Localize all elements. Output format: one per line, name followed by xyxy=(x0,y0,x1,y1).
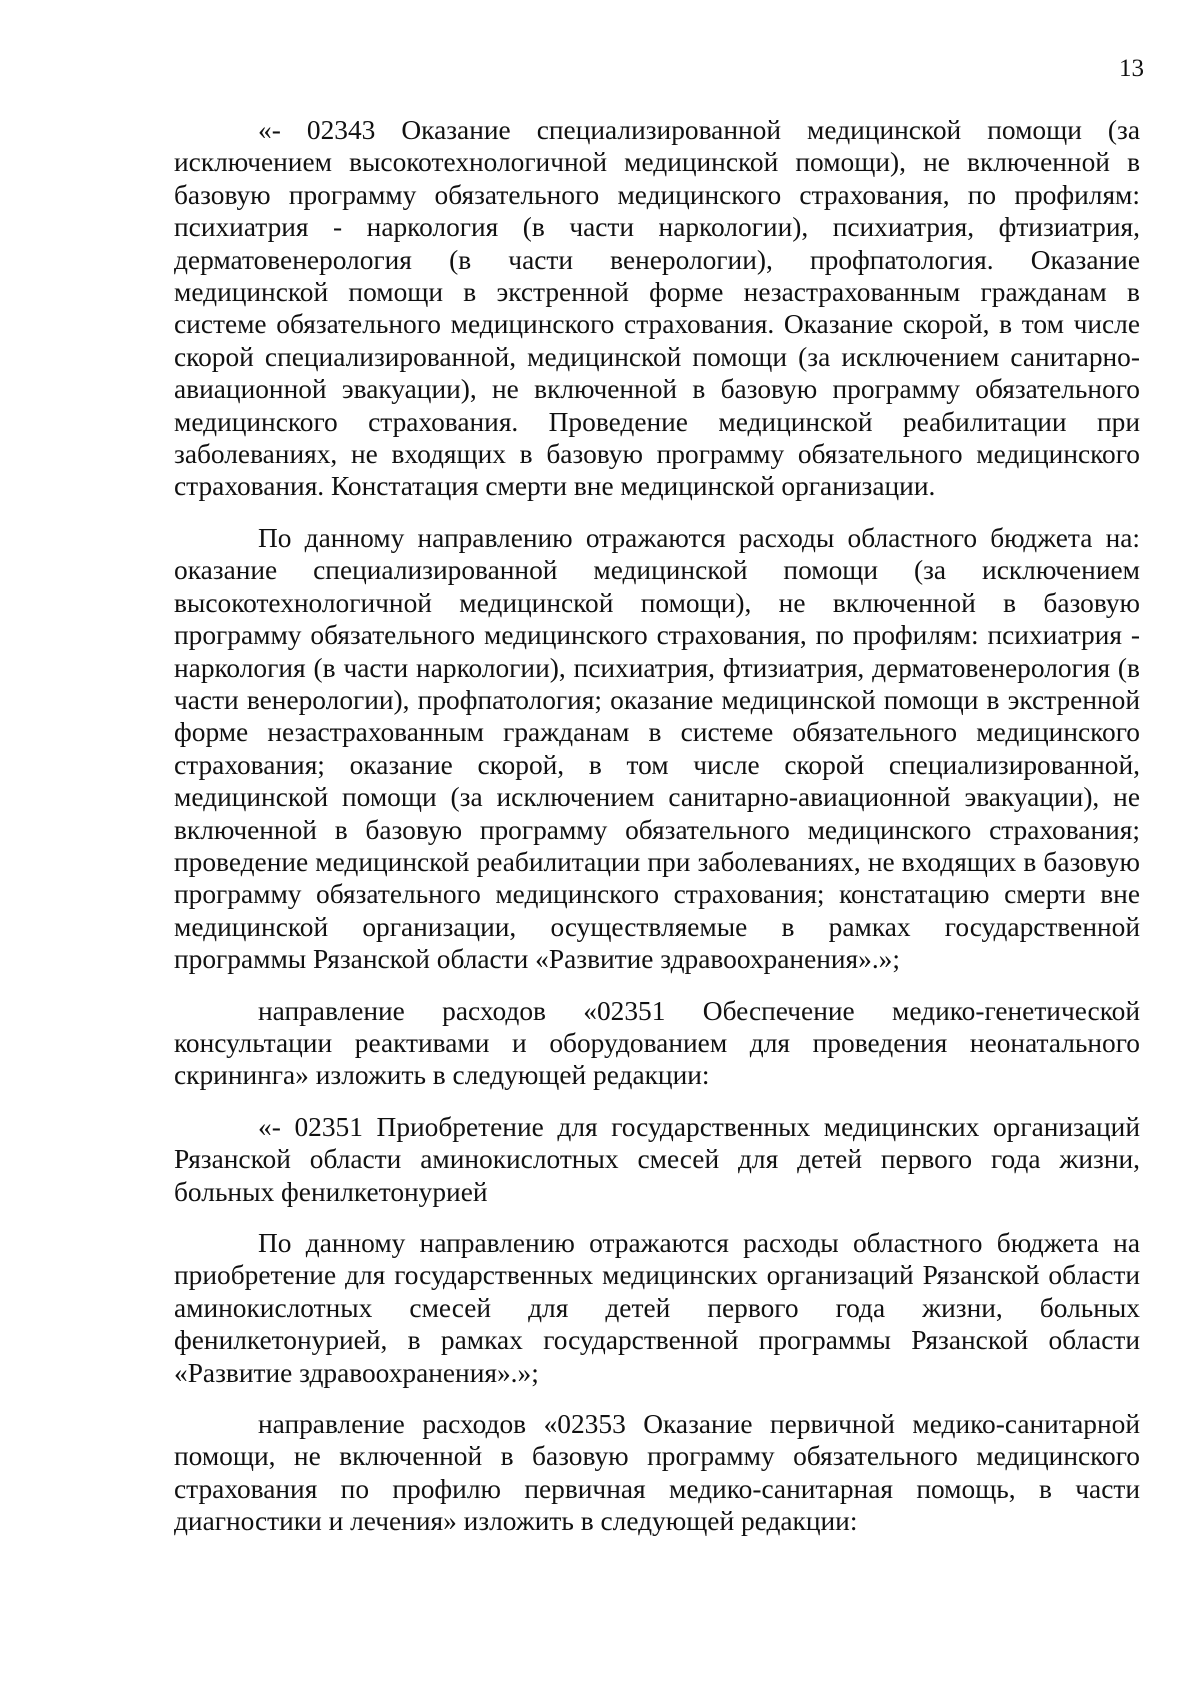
paragraph-02351-expenses: По данному направлению отражаются расходы областного бюджета на приобретение для государственных медицинских организаций Рязанской области аминокислотных смесей для детей первого года жизни, больных фенилкетонурией, в рамках государственной программы Рязанской области «Развитие здравоохранения».»; xyxy=(174,1228,1140,1388)
paragraph-02343-expenses: По данному направлению отражаются расходы областного бюджета на: оказание специализированной медицинской помощи (за исключением высокотехнологичной медицинской помощи), не включенной в базовую программу обязательного медицинского страхования, по профилям: психиатрия - наркология (в части наркологии), психиатрия, фтизиатрия, дерматовенерология (в части венерологии), профпатология; оказание медицинской помощи в экстренной форме незастрахованным гражданам в системе обязательного медицинского страхования; оказание скорой, в том числе скорой специализированной, медицинской помощи (за исключением санитарно-авиационной эвакуации), не включенной в базовую программу обязательного медицинского страхования; проведение медицинской реабилитации при заболеваниях, не входящих в базовую программу обязательного медицинского страхования; констатацию смерти вне медицинской организации, осуществляемые в рамках государственной программы Рязанской области «Развитие здравоохранения».»; xyxy=(174,522,1140,975)
document-body xyxy=(174,114,1140,1557)
paragraph-02343-definition: «- 02343 Оказание специализированной медицинской помощи (за исключением высокотехнологичной медицинской помощи), не включенной в базовую программу обязательного медицинского страхования, по профилям: психиатрия - наркология (в части наркологии), психиатрия, фтизиатрия, дерматовенерология (в части венерологии), профпатология. Оказание медицинской помощи в экстренной форме незастрахованным гражданам в системе обязательного медицинского страхования. Оказание скорой, в том числе скорой специализированной, медицинской помощи (за исключением санитарно-авиационной эвакуации), не включенной в базовую программу обязательного медицинского страхования. Проведение медицинской реабилитации при заболеваниях, не входящих в базовую программу обязательного медицинского страхования. Констатация смерти вне медицинской организации. xyxy=(174,115,1140,502)
paragraph-02353-direction: направление расходов «02353 Оказание первичной медико-санитарной помощи, не включенной в базовую программу обязательного медицинского страхования по профилю первичная медико-санитарная помощь, в части диагностики и лечения» изложить в следующей редакции: xyxy=(174,1409,1140,1537)
paragraph-02351-definition: «- 02351 Приобретение для государственных медицинских организаций Рязанской области аминокислотных смесей для детей первого года жизни, больных фенилкетонурией xyxy=(174,1111,1140,1207)
page-number: 13 xyxy=(1119,55,1144,82)
paragraph-02351-direction: направление расходов «02351 Обеспечение медико-генетической консультации реактивами и оборудованием для проведения неонатального скрининга» изложить в следующей редакции: xyxy=(174,995,1140,1091)
